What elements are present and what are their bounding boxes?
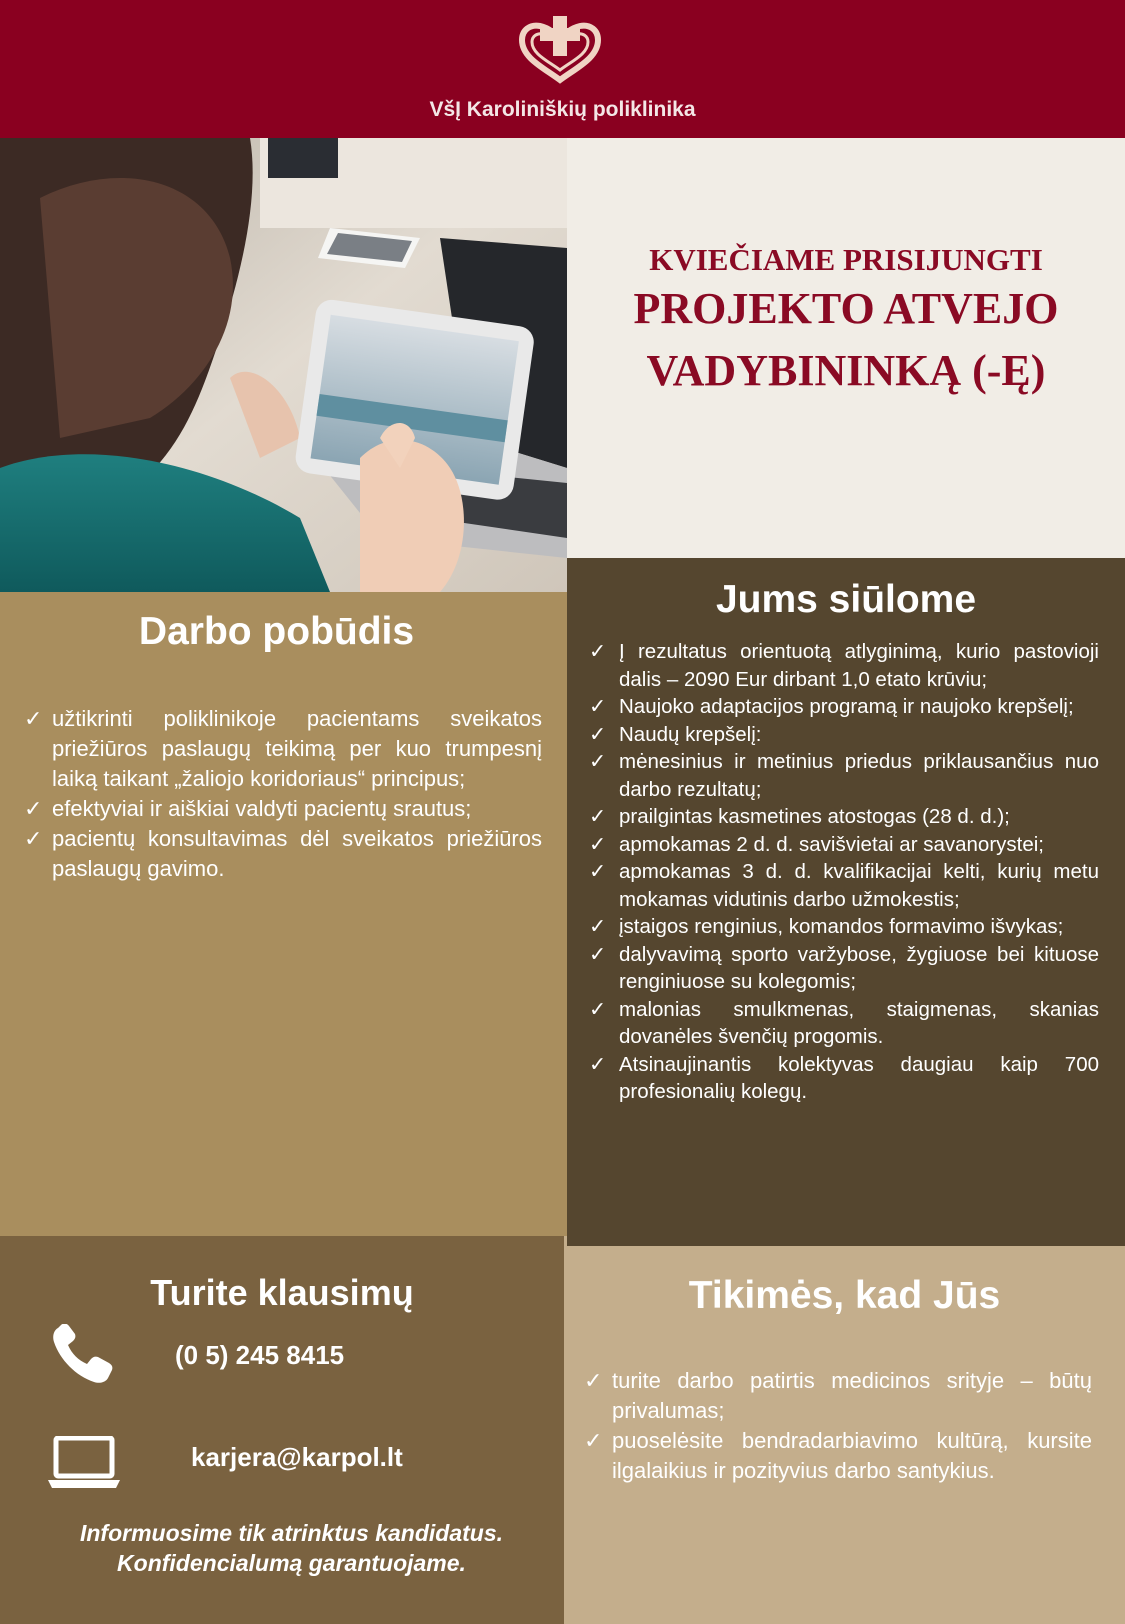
check-icon: ✓ bbox=[589, 805, 607, 828]
list-item: ✓ apmokamas 3 d. d. kvalifikacijai kelti, kurių metu mokamas vidutinis darbo užmokestis; bbox=[589, 860, 1099, 911]
list-item: ✓ užtikrinti poliklinikoje pacientams sveikatos priežiūros paslaugų teikimą per kuo trumpesnį laiką taikant „žaliojo koridoriaus“ principus; bbox=[24, 706, 542, 791]
expectations-panel bbox=[564, 1246, 1125, 1624]
check-icon: ✓ bbox=[589, 860, 607, 883]
job-description-panel bbox=[0, 592, 567, 1236]
check-icon: ✓ bbox=[24, 706, 43, 731]
organization-name: VšĮ Karoliniškių poliklinika bbox=[429, 98, 696, 121]
job-description-list bbox=[24, 704, 542, 884]
email-address[interactable]: karjera@karpol.lt bbox=[191, 1442, 403, 1472]
list-item: ✓ Atsinaujinantis kolektyvas daugiau kaip 700 profesionalių kolegų. bbox=[589, 1052, 1099, 1103]
woman-with-tablet-photo bbox=[0, 138, 567, 592]
contact-heading: Turite klausimų bbox=[150, 1272, 414, 1313]
list-item: ✓ puoselėsite bendradarbiavimo kultūrą, kursite ilgalaikius ir pozityvius darbo santykius. bbox=[584, 1428, 1092, 1483]
check-icon: ✓ bbox=[589, 1052, 607, 1076]
phone-number[interactable]: (0 5) 245 8415 bbox=[175, 1340, 345, 1370]
list-item: ✓ Naudų krepšelį: bbox=[619, 721, 1099, 749]
list-item: ✓ malonias smulkmenas, staigmenas, skanias dovanėles švenčių progomis. bbox=[589, 997, 1099, 1048]
list-item: ✓ mėnesinius ir metinius priedus priklausančius nuo darbo rezultatų; bbox=[589, 750, 1099, 801]
phone-icon bbox=[50, 1324, 116, 1386]
heart-cross-logo-icon bbox=[516, 14, 604, 86]
check-icon: ✓ bbox=[589, 997, 607, 1021]
title-line-invite: KVIEČIAME PRISIJUNGTI bbox=[649, 242, 1043, 277]
list-item: ✓ dalyvavimą sporto varžybose, žygiuose bei kituose renginiuose su kolegomis; bbox=[589, 942, 1099, 993]
expectations-heading: Tikimės, kad Jūs bbox=[688, 1274, 1001, 1317]
check-icon: ✓ bbox=[589, 640, 607, 663]
check-icon: ✓ bbox=[589, 942, 607, 966]
offer-heading: Jums siūlome bbox=[715, 578, 977, 621]
check-icon: ✓ bbox=[589, 750, 607, 773]
check-icon: ✓ bbox=[584, 1428, 603, 1453]
check-icon: ✓ bbox=[589, 915, 607, 938]
offer-list bbox=[589, 638, 1099, 1106]
check-icon: ✓ bbox=[589, 722, 607, 746]
check-icon: ✓ bbox=[24, 826, 43, 851]
list-item: ✓ Naujoko adaptacijos programą ir naujoko krepšelį; bbox=[619, 693, 1099, 721]
laptop-icon bbox=[46, 1436, 122, 1490]
list-item: ✓ įstaigos renginius, komandos formavimo išvykas; bbox=[619, 913, 1099, 941]
list-item: ✓ prailgintas kasmetines atostogas (28 d. d.); bbox=[619, 803, 1099, 831]
contact-panel bbox=[0, 1236, 564, 1624]
check-icon: ✓ bbox=[589, 695, 607, 718]
list-item: ✓ pacientų konsultavimas dėl sveikatos priežiūros paslaugų gavimo. bbox=[24, 826, 542, 881]
offer-panel bbox=[567, 558, 1125, 1246]
list-item: ✓ Į rezultatus orientuotą atlyginimą, kurio pastovioji dalis – 2090 Eur dirbant 1,0 etato krūviu; bbox=[589, 640, 1099, 691]
title-panel bbox=[567, 138, 1125, 558]
check-icon: ✓ bbox=[589, 832, 607, 856]
expectations-list bbox=[584, 1366, 1092, 1486]
title-line-position: PROJEKTO ATVEJO bbox=[633, 284, 1059, 333]
check-icon: ✓ bbox=[24, 796, 43, 821]
confidentiality-notice: Informuosime tik atrinktus kandidatus. Konfidencialumą garantuojame. bbox=[79, 1520, 504, 1576]
list-item: ✓ efektyviai ir aiškiai valdyti pacientų srautus; bbox=[52, 794, 542, 824]
job-description-heading: Darbo pobūdis bbox=[138, 610, 415, 653]
list-item: ✓ turite darbo patirtis medicinos srityje – būtų privalumas; bbox=[584, 1368, 1092, 1423]
title-line-role: VADYBININKĄ (-Ę) bbox=[646, 346, 1046, 395]
list-item: ✓ apmokamas 2 d. d. savišvietai ar savanorystei; bbox=[619, 831, 1099, 859]
check-icon: ✓ bbox=[584, 1368, 603, 1393]
